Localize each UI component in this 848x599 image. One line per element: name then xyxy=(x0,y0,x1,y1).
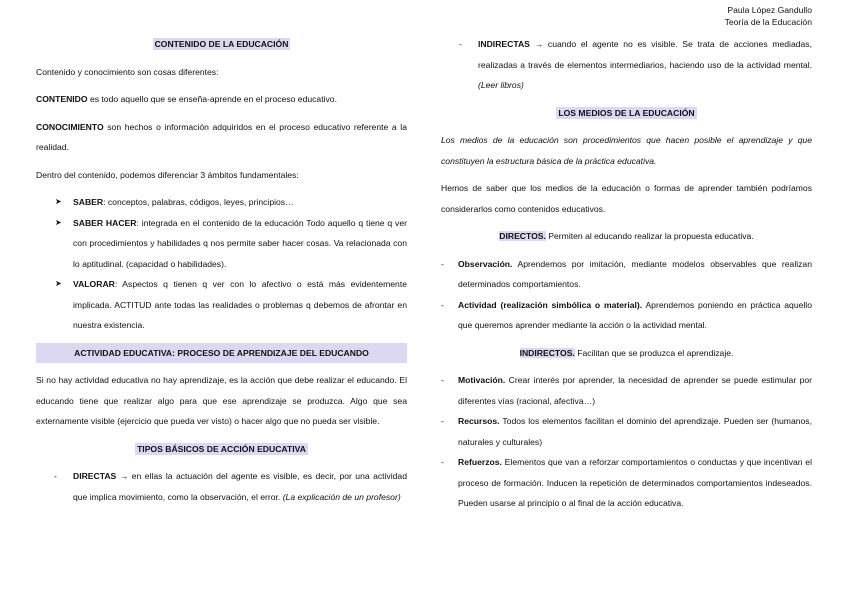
tipos-list xyxy=(36,466,407,507)
arrow-bullet-icon: ➤ xyxy=(55,217,62,227)
paragraph-ambitos: Dentro del contenido, podemos diferenciar 3 ámbitos fundamentales: xyxy=(36,169,299,180)
dash-bullet: - xyxy=(441,416,444,426)
paragraph-intro: Contenido y conocimiento son cosas diferentes: xyxy=(36,66,219,77)
arrow-bullet-icon: ➤ xyxy=(55,197,62,206)
dash-bullet: - xyxy=(459,39,462,49)
heading-indirectos: INDIRECTOS. Facilitan que se produzca el aprendizaje. xyxy=(519,347,734,358)
paragraph-medios-contenidos: Hemos de saber que los medios de la educación o formas de aprender también podríamos considerarlos como contenidos educativos. xyxy=(441,183,812,214)
arrow-bullet-icon: ➤ xyxy=(55,279,62,288)
heading-actividad: ACTIVIDAD EDUCATIVA: PROCESO DE APRENDIZAJE DEL EDUCANDO xyxy=(36,343,407,364)
list-item: ➤ VALORAR: Aspectos q tienen q ver con lo afectivo o está más evidentemente implicada. ACTITUD ante todas las realidades o problemas q debemos de afrontar en nuestra existencia. xyxy=(36,274,407,336)
tipos-list-continued xyxy=(441,34,812,96)
list-item: ➤ SABER: conceptos, palabras, códigos, leyes, principios… xyxy=(36,192,407,213)
indirectos-list xyxy=(441,370,812,514)
dash-bullet: - xyxy=(54,471,57,481)
list-item: - Refuerzos. Elementos que van a reforzar comportamientos o conductas y que incentivan el proceso de formación. Inducen la repetición de determinados comportamientos indeseados. Pueden usarse al principio o al final de la acción educativa. xyxy=(441,452,812,514)
list-item: ➤ SABER HACER: integrada en el contenido de la educación Todo aquello q tiene q ver con procedimientos y habilidades q nos permite saber hacer cosas. Va relacionada con lo aptitudinal. (capacidad o habilidades). xyxy=(36,213,407,275)
heading-medios: LOS MEDIOS DE LA EDUCACIÓN xyxy=(558,107,695,118)
directos-list xyxy=(441,254,812,336)
dash-bullet: - xyxy=(441,457,444,467)
subject-name: Teoría de la Educación xyxy=(724,17,812,27)
list-item: - Observación. Aprendemos por imitación, mediante modelos observables que realizan determinados comportamientos. xyxy=(441,254,812,295)
heading-contenido: CONTENIDO DE LA EDUCACIÓN xyxy=(154,39,289,49)
page-header xyxy=(725,4,812,28)
list-item: - DIRECTAS → en ellas la actuación del agente es visible, es decir, por una actividad que implica movimiento, como la observación, el error. (La explicación de un profesor) xyxy=(36,466,407,507)
heading-tipos: TIPOS BÁSICOS DE ACCIÓN EDUCATIVA xyxy=(137,443,306,454)
list-item: - INDIRECTAS → cuando el agente no es visible. Se trata de acciones mediadas, realizadas a través de elementos intermediarios, haciendo uso de la actividad mental. (Leer libros) xyxy=(441,34,812,96)
paragraph-medios-def: Los medios de la educación son procedimientos que hacen posible el aprendizaje y que constituyen la estructura básica de la práctica educativa. xyxy=(441,135,812,166)
list-item: - Recursos. Todos los elementos facilitan el dominio del aprendizaje. Pueden ser (humanos, naturales y culturales) xyxy=(441,411,812,452)
list-item: - Actividad (realización simbólica o material). Aprendemos poniendo en práctica aquello que queremos aprender mediante la acción o la actividad mental. xyxy=(441,295,812,336)
paragraph-contenido: CONTENIDO es todo aquello que se enseña-aprende en el proceso educativo. xyxy=(36,94,337,104)
author-name: Paula López Gandullo xyxy=(727,5,812,15)
paragraph-actividad: Si no hay actividad educativa no hay aprendizaje, es la acción que debe realizar el educando. El educando tiene que realizar algo para que ese aprendizaje se produzca. Algo que sea externamente visible (ejercicio que pueda ver visto) o hacer algo que no pueda ser visible. xyxy=(36,375,407,426)
paragraph-conocimiento: CONOCIMIENTO son hechos o información adquiridos en el proceso educativo referente a la realidad. xyxy=(36,121,407,152)
dash-bullet: - xyxy=(441,375,444,385)
left-column xyxy=(36,34,407,514)
ambitos-list xyxy=(36,192,407,336)
dash-bullet: - xyxy=(441,258,444,269)
heading-directos: DIRECTOS. Permiten al educando realizar la propuesta educativa. xyxy=(499,231,754,241)
dash-bullet: - xyxy=(441,299,444,310)
right-column xyxy=(441,34,812,521)
list-item: - Motivación. Crear interés por aprender, la necesidad de aprender se puede estimular por diferentes vías (racional, afectiva…) xyxy=(441,370,812,411)
